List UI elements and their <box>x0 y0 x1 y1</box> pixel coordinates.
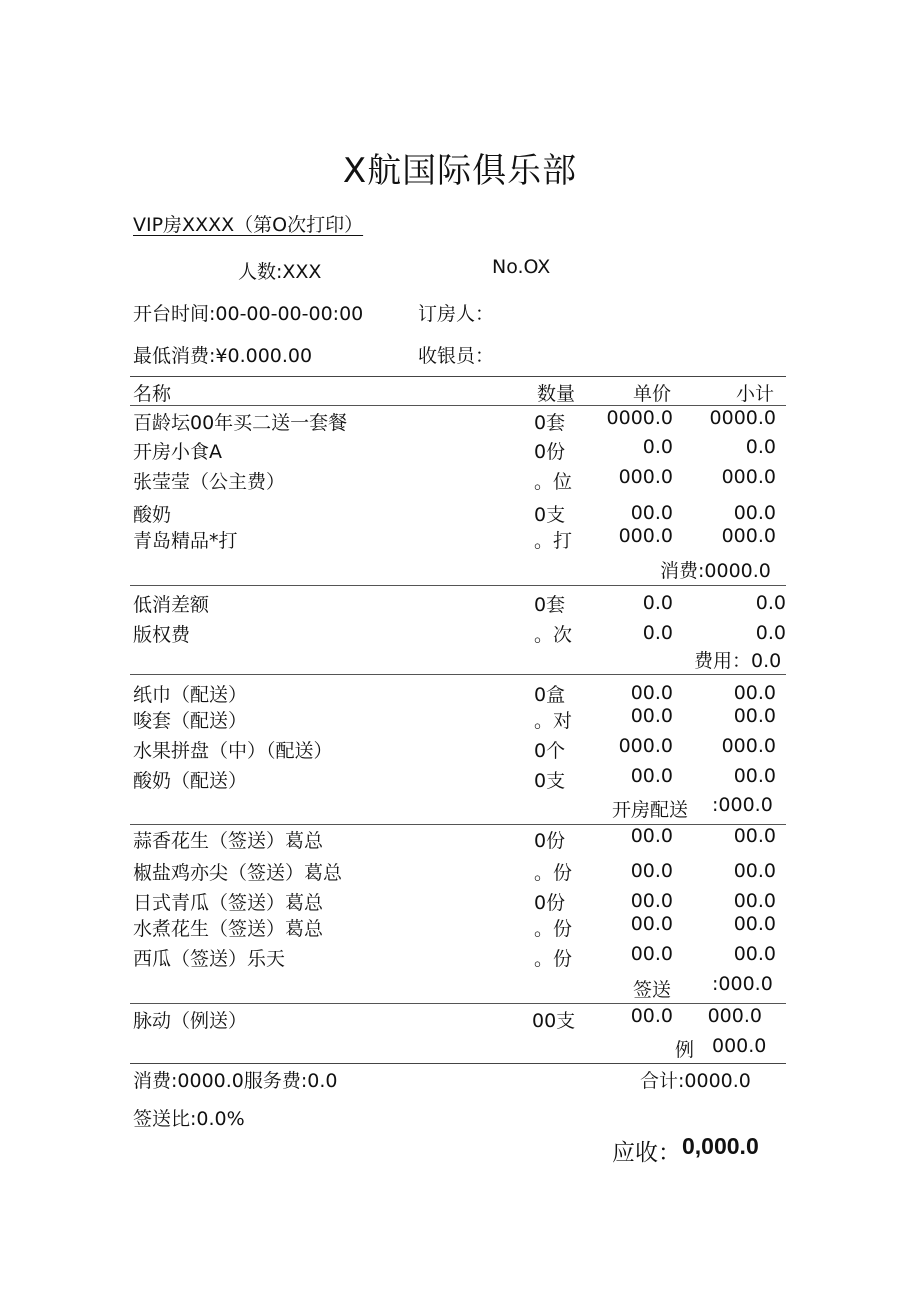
item-qty: 0份 <box>534 892 566 914</box>
item-price: 00.0 <box>630 825 673 847</box>
receipt-number: No.OX <box>492 256 551 278</box>
item-price: 0.0 <box>642 592 673 614</box>
booker-label: 订房人： <box>418 303 495 325</box>
receivable-amount: 0,000.0 <box>682 1133 759 1159</box>
receipt-title: X航国际俱乐部 <box>342 151 578 191</box>
item-name: 低消差额 <box>133 594 210 616</box>
item-name: 脉动（例送） <box>133 1010 248 1032</box>
item-name: 水果拼盘（中）（配送） <box>133 740 333 762</box>
receivable-label: 应收： <box>612 1140 681 1166</box>
item-qty: 。次 <box>534 624 573 646</box>
item-subtotal: 00.0 <box>733 943 776 965</box>
divider <box>130 405 786 406</box>
cashier-label: 收银员： <box>418 345 495 367</box>
section-summary-label: 开房配送 <box>612 799 689 821</box>
column-header-subtotal: 小计 <box>736 383 775 405</box>
item-subtotal: 0.0 <box>755 592 786 614</box>
item-name: 纸巾（配送） <box>133 684 248 706</box>
item-price: 00.0 <box>630 1005 673 1027</box>
item-qty: 。位 <box>534 471 573 493</box>
section-summary: 消费:0000.0 <box>660 560 771 582</box>
item-name: 水煮花生（签送）葛总 <box>133 918 324 940</box>
item-qty: 0支 <box>534 770 566 792</box>
item-qty: 。打 <box>534 530 573 552</box>
item-price: 00.0 <box>630 765 673 787</box>
item-subtotal: 0.0 <box>745 436 776 458</box>
item-subtotal: 00.0 <box>733 913 776 935</box>
item-qty: 00支 <box>532 1010 576 1032</box>
grand-total: 合计:0000.0 <box>640 1070 751 1092</box>
item-qty: 0个 <box>534 740 566 762</box>
section-summary-value: 000.0 <box>712 1035 767 1057</box>
item-qty: 。份 <box>534 862 573 884</box>
item-price: 0.0 <box>642 436 673 458</box>
item-qty: 0支 <box>534 504 566 526</box>
gift-ratio: 签送比:0.0% <box>133 1108 245 1130</box>
item-qty: 0套 <box>534 412 566 434</box>
item-price: 00.0 <box>630 860 673 882</box>
column-header-price: 单价 <box>633 383 672 405</box>
item-price: 0.0 <box>642 622 673 644</box>
item-subtotal: 00.0 <box>733 860 776 882</box>
item-price: 000.0 <box>618 735 673 757</box>
item-price: 00.0 <box>630 502 673 524</box>
item-name: 西瓜（签送）乐天 <box>133 948 286 970</box>
divider <box>130 1003 786 1004</box>
item-price: 00.0 <box>630 890 673 912</box>
item-name: 开房小食A <box>133 441 222 463</box>
item-subtotal: 00.0 <box>733 705 776 727</box>
divider <box>130 585 786 586</box>
item-name: 百龄坛00年买二送一套餐 <box>133 412 348 434</box>
item-qty: 0份 <box>534 441 566 463</box>
people-count: 人数:XXX <box>238 261 322 283</box>
divider <box>130 1063 786 1064</box>
item-subtotal: 00.0 <box>733 765 776 787</box>
item-subtotal: 00.0 <box>733 502 776 524</box>
section-summary-label: 例 <box>675 1039 695 1061</box>
open-time: 开台时间:00-00-00-00:00 <box>133 303 364 325</box>
item-subtotal: 00.0 <box>733 682 776 704</box>
item-qty: 。对 <box>534 710 573 732</box>
item-subtotal: 000.0 <box>721 466 776 488</box>
item-name: 张莹莹（公主费） <box>133 471 286 493</box>
item-name: 日式青瓜（签送）葛总 <box>133 892 324 914</box>
item-subtotal: 0.0 <box>755 622 786 644</box>
item-subtotal: 00.0 <box>733 890 776 912</box>
section-summary-value: :000.0 <box>712 794 773 816</box>
minimum-spend: 最低消费:¥0.000.00 <box>133 345 313 367</box>
section-summary-value: :000.0 <box>712 973 773 995</box>
item-subtotal: 000.0 <box>721 735 776 757</box>
room-print-line: VIP房XXXX（第O次打印） <box>133 214 364 236</box>
item-qty: 。份 <box>534 948 573 970</box>
item-price: 000.0 <box>618 525 673 547</box>
divider <box>130 824 786 825</box>
consumption-service-fee: 消费:0000.0服务费:0.0 <box>133 1070 338 1092</box>
divider <box>130 376 786 377</box>
item-name: 青岛精品*打 <box>133 530 238 552</box>
item-subtotal: 000.0 <box>707 1005 762 1027</box>
item-name: 椒盐鸡亦尖（签送）葛总 <box>133 862 343 884</box>
item-price: 0000.0 <box>606 407 673 429</box>
column-header-qty: 数量 <box>537 383 576 405</box>
item-name: 蒜香花生（签送）葛总 <box>133 830 324 852</box>
item-price: 000.0 <box>618 466 673 488</box>
item-name: 酸奶 <box>133 504 172 526</box>
item-qty: 0套 <box>534 594 566 616</box>
item-name: 版权费 <box>133 624 191 646</box>
column-header-name: 名称 <box>133 383 172 405</box>
item-qty: 0盒 <box>534 684 566 706</box>
item-subtotal: 000.0 <box>721 525 776 547</box>
divider <box>130 674 786 675</box>
item-price: 00.0 <box>630 913 673 935</box>
item-subtotal: 00.0 <box>733 825 776 847</box>
item-price: 00.0 <box>630 682 673 704</box>
item-qty: 0份 <box>534 830 566 852</box>
section-summary: 费用：0.0 <box>694 650 782 672</box>
section-summary-label: 签送 <box>633 979 672 1001</box>
item-price: 00.0 <box>630 943 673 965</box>
item-qty: 。份 <box>534 918 573 940</box>
item-name: 唆套（配送） <box>133 710 248 732</box>
item-subtotal: 0000.0 <box>709 407 776 429</box>
item-price: 00.0 <box>630 705 673 727</box>
item-name: 酸奶（配送） <box>133 770 248 792</box>
